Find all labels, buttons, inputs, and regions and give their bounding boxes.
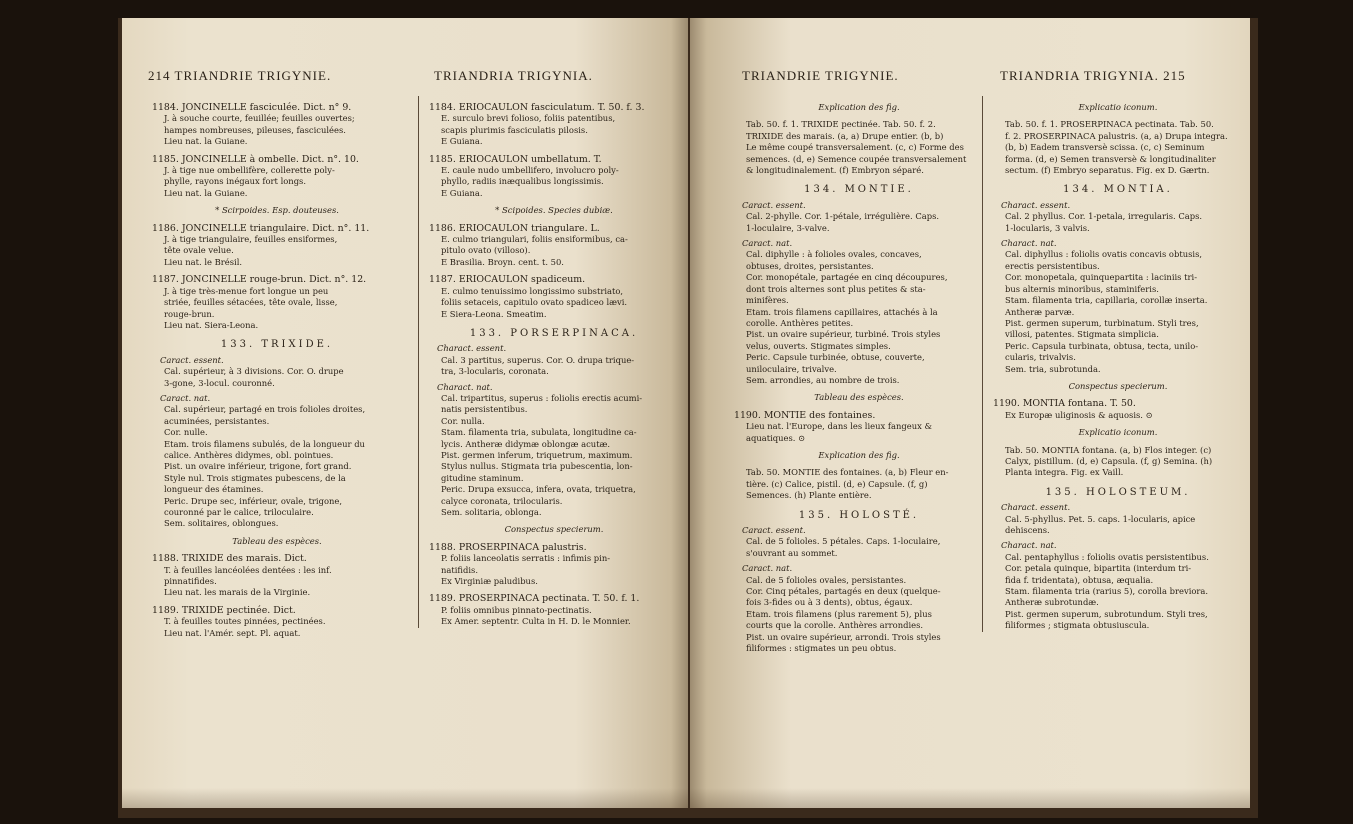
text-line: Cal. 2 phyllus. Cor. 1-petala, irregularis. Caps. [1005,211,1203,222]
text-line: P. foliis lanceolatis serratis : infimis pin- [441,553,611,564]
text-line: Tab. 50. MONTIE des fontaines. (a, b) Fleur en- [746,467,949,478]
text-line: acuminées, persistantes. [164,415,270,426]
text-line: Cal. pentaphyllus : foliolis ovatis persistentibus. [1005,551,1209,562]
text-line: rouge-brun. [164,308,215,319]
section-heading: Explicatio iconum. [1078,102,1158,112]
text-line: fida f. tridentata), obtusa, æqualia. [1005,574,1154,585]
section-heading: Conspectus specierum. [1068,380,1168,391]
entry-heading: 1187. ERIOCAULON spadiceum. [429,274,586,286]
text-line: Peric. Drupe sec, inférieur, ovale, trigone, [164,495,343,506]
entry-heading: 1186. ERIOCAULON triangulare. L. [429,222,600,234]
text-line: Style nul. Trois stigmates pubescens, de la [164,472,346,483]
entry-heading: 1185. ERIOCAULON umbellatum. T. [429,153,602,165]
text-line: E. culmo triangulari, foliis ensiformibus, ca- [441,234,628,245]
text-line: Tab. 50. f. 1. TRIXIDE pectinée. Tab. 50. f. 2. [746,119,936,130]
text-line: E Brasilia. Broyn. cent. t. 50. [441,256,564,267]
text-line: Sem. solitaria, oblonga. [441,507,542,517]
right-col-latin [982,96,1243,632]
text-line: Sem. tria, subrotunda. [1005,363,1101,374]
text-line: J. à tige très-menue fort longue un peu [164,285,329,296]
genus-heading: 134. MONTIE. [804,184,914,196]
entry-heading: 1185. JONCINELLE à ombelle. Dict. n°. 10. [152,153,359,165]
text-line: Pist. un ovaire supérieur, arrondi. Trois styles [746,631,941,642]
text-line: tière. (c) Calice, pistil. (d, e) Capsule. (f, g) [746,478,928,489]
text-line: filiformes ; stigmata obtusiuscula. [1005,620,1150,631]
text-line: Tab. 50. MONTIA fontana. (a, b) Flos integer. (c) [1005,444,1212,455]
entry-heading: 1184. ERIOCAULON fasciculatum. T. 50. f. 3. [429,102,645,113]
subsection-heading: Charact. essent. [1001,502,1071,513]
text-line: Cal. tripartitus, superus : foliolis erectis acumi- [441,392,643,403]
text-line: natis persistentibus. [441,404,528,415]
text-line: courts que la corolle. Anthères arrondies. [746,620,924,631]
genus-heading: 135. HOLOSTÉ. [798,509,920,521]
text-line: Stam. filamenta tria (rarius 5), corolla breviora. [1005,586,1209,597]
section-heading: Tableau des espèces. [814,392,904,403]
text-line: dont trois alternes sont plus petites & sta- [746,283,926,294]
text-line: Pist. germen superum, turbinatum. Styli tres, [1005,317,1199,328]
text-line: T. à feuilles lancéolées dentées : les inf. [164,564,332,575]
text-line: dehiscens. [1005,525,1050,535]
text-line: 1-locularis, 3 valvis. [1005,222,1090,233]
text-line: Lieu nat. Siera-Leona. [164,319,259,330]
text-line: Lieu nat. les marais de la Virginie. [164,587,311,598]
text-line: Stam. filamenta tria, subulata, longitudine ca- [441,427,637,438]
entry-heading: 1188. TRIXIDE des marais. Dict. [152,553,307,565]
text-line: Lieu nat. l'Amér. sept. Pl. aquat. [164,627,301,638]
text-line: pinnatifides. [164,576,217,587]
text-line: E Guiana. [441,136,483,147]
text-line: T. à feuilles toutes pinnées, pectinées. [164,616,326,627]
text-line: Stylus nullus. Stigmata tria pubescentia, lon- [441,461,633,472]
text-line: Ex Amer. septentr. Culta in H. D. le Monnier. [441,616,631,627]
text-line: Pist. germen inferum, triquetrum, maximum. [441,449,633,460]
text-line: bus alternis minoribus, staminiferis. [1005,283,1159,294]
text-line: J. à tige triangulaire, feuilles ensiformes, [164,234,338,245]
text-line: longueur des étamines. [164,484,264,495]
subsection-heading: Charact. essent. [437,343,507,354]
text-line: Pist. un ovaire inférieur, trigone, fort grand. [164,461,352,472]
text-line: forma. (d, e) Semen transversè & longitudinaliter [1005,153,1216,164]
text-line: Cal. supérieur, partagé en trois folioles droites, [164,404,366,415]
text-line: E. caule nudo umbellifero, involucro poly- [441,165,619,176]
text-line: calice. Anthères didymes, obl. pointues. [164,449,334,460]
text-line: & longitudinalement. (f) Embryon séparé. [746,165,924,176]
text-line: Cor. monopétale, partagée en cinq découpures, [746,272,948,283]
text-line: Planta integra. Fig. ex Vaill. [1005,467,1124,478]
subsection-heading: Caract. nat. [160,392,211,403]
text-line: Lieu nat. l'Europe, dans les lieux fangeux & [746,421,932,432]
text-line: Stam. filamenta tria, capillaria, corollæ inserta. [1005,295,1208,306]
entry-heading: 1190. MONTIE des fontaines. [734,409,876,421]
text-line: velus, ouverts. Stigmates simples. [746,340,891,351]
text-line: f. 2. PROSERPINACA palustris. (a, a) Drupa integra. [1005,130,1228,141]
text-line: Etam. trois filamens subulés, de la longueur du [164,438,365,449]
text-line: Sem. arrondies, au nombre de trois. [746,374,900,385]
text-line: erectis persistentibus. [1005,260,1100,271]
text-line: Peric. Capsula turbinata, obtusa, tecta, unilo- [1005,340,1199,351]
text-line: Etam. trois filamens (plus rarement 5), plus [746,608,932,619]
genus-heading: 133. PORSERPINACA. [469,327,639,339]
text-line: hampes nombreuses, pileuses, fasciculées. [164,124,346,135]
subsection-heading: Charact. nat. [1001,238,1057,249]
right-col-french [734,96,984,654]
text-line: Cal. 2-phylle. Cor. 1-pétale, irrégulière. Caps. [746,211,940,222]
text-line: Cal. supérieur, à 3 divisions. Cor. O. drupe [164,366,344,377]
right-page-head-la: TRIANDRIA TRIGYNIA. 215 [1000,68,1186,83]
text-line: tête ovale velue. [164,245,234,256]
text-line: TRIXIDE des marais. (a, a) Drupe entier. (b, b) [746,130,944,141]
text-line: Lieu nat. la Guiane. [164,136,248,147]
text-line: Lieu nat. le Brésil. [164,256,243,267]
text-line: Cal. 3 partitus, superus. Cor. O. drupa trique- [441,354,635,365]
section-heading: * Scipoides. Species dubiæ. [495,205,613,216]
text-line: striée, feuilles sétacées, tête ovale, lisse, [164,297,338,308]
subsection-heading: Charact. essent. [1001,199,1071,210]
text-line: phyllo, radiis inæqualibus longissimis. [441,176,604,187]
text-line: Calyx, pistillum. (d, e) Capsula. (f, g) Semina. (h) [1005,455,1213,466]
left-page [122,18,688,808]
entry-heading: 1184. JONCINELLE fasciculée. Dict. n° 9. [152,102,352,113]
subsection-heading: Charact. nat. [437,381,493,392]
text-line: J. à souche courte, feuillée; feuilles ouvertes; [164,113,355,124]
text-line: Cor. nulla. [441,415,485,426]
text-line: fois 3-fides ou à 3 dents), obtus, égaux. [746,597,913,608]
genus-heading: 133. TRIXIDE. [220,339,334,351]
text-line: Cor. Cinq pétales, partagés en deux (quelque- [746,586,941,597]
left-page-number: 214 [148,68,171,83]
text-line: phylle, rayons inégaux fort longs. [164,176,307,187]
text-line: filiformes : stigmates un peu obtus. [746,643,897,654]
text-line: Etam. trois filamens capillaires, attachés à la [746,306,938,317]
section-heading: * Scirpoides. Esp. douteuses. [215,205,339,216]
text-line: Cal. de 5 folioles ovales, persistantes. [746,574,907,585]
entry-heading: 1189. TRIXIDE pectinée. Dict. [152,604,296,616]
text-line: 3-gone, 3-locul. couronné. [164,377,275,388]
text-line: s'ouvrant au sommet. [746,547,838,558]
subsection-heading: Charact. nat. [1001,540,1057,551]
open-book [118,18,1258,818]
text-line: E. surculo brevi folioso, foliis patentibus, [441,113,616,124]
left-col-latin [418,96,679,628]
text-line: Tab. 50. f. 1. PROSERPINACA pectinata. Tab. 50. [1005,119,1214,130]
left-page-head-fr: 214 TRIANDRIE TRIGYNIE. [148,68,332,83]
text-line: 1-loculaire, 3-valve. [746,222,830,233]
section-heading: Conspectus specierum. [504,524,604,535]
text-line: minifères. [746,295,789,306]
text-line: Le même coupé transversalement. (c, c) Forme des [746,142,964,153]
subsection-heading: Caract. essent. [742,525,806,535]
text-line: natifidis. [441,564,479,575]
text-line: corolle. Anthères petites. [746,317,854,328]
text-line: obtuses, droites, persistantes. [746,260,874,271]
right-page-number: 215 [1163,68,1186,83]
left-page-head-la: TRIANDRIA TRIGYNIA. [434,68,593,83]
entry-heading: 1188. PROSERPINACA palustris. [429,541,587,553]
text-line: cularis, trivalvis. [1005,352,1076,363]
text-line: Ex Virginiæ paludibus. [441,576,538,587]
text-line: pitulo ovato (villoso). [441,245,531,256]
right-page [690,18,1250,808]
text-line: foliis setaceis, capitulo ovato spadiceo lævi. [441,297,628,308]
text-line: uniloculaire, trivalve. [746,363,837,374]
text-line: Peric. Capsule turbinée, obtuse, couverte, [746,352,925,363]
text-line: E Siera-Leona. Smeatim. [441,308,547,319]
entry-heading: 1186. JONCINELLE triangulaire. Dict. n°. 11. [152,222,370,234]
section-heading: Explication des fig. [818,449,900,460]
text-line: sectum. (f) Embryo separatus. Fig. ex D. Gærtn. [1005,165,1210,176]
section-heading: Explicatio iconum. [1078,427,1158,438]
text-line: scapis plurimis fasciculatis pilosis. [441,124,588,135]
genus-heading: 134. MONTIA. [1063,184,1173,196]
subsection-heading: Caract. nat. [742,238,793,249]
text-line: E. culmo tenuissimo longissimo substriato, [441,285,624,296]
text-line: Ex Europæ uliginosis & aquosis. ⊙ [1005,409,1153,420]
text-line: couronné par le calice, triloculaire. [164,507,314,517]
text-line: Pist. un ovaire supérieur, turbiné. Trois styles [746,329,941,340]
text-line: (b, b) Eadem transversè scissa. (c, c) Seminum [1005,142,1205,153]
text-line: lycis. Antheræ didymæ oblongæ acutæ. [441,438,611,449]
section-heading: Explication des fig. [818,102,900,112]
entry-heading: 1189. PROSERPINACA pectinata. T. 50. f. 1. [429,593,640,605]
text-line: E Guiana. [441,187,483,198]
text-line: villosi, patentes. Stigmata simplicia. [1005,329,1159,340]
text-line: Cal. diphyllus : foliolis ovatis concavis obtusis, [1005,249,1203,260]
text-line: Antheræ subrotundæ. [1005,597,1099,608]
genus-heading: 135. HOLOSTEUM. [1045,486,1191,498]
text-line: calyce coronata, trilocularis. [441,495,563,506]
text-line: Peric. Drupa exsucca, infera, ovata, triquetra, [441,484,636,495]
text-line: Antheræ parvæ. [1005,306,1075,317]
subsection-heading: Caract. essent. [160,354,224,365]
text-line: semences. (d, e) Semence coupée transversalement [746,153,967,164]
text-line: Semences. (h) Plante entière. [746,490,872,501]
text-line: Lieu nat. la Guiane. [164,187,248,198]
section-heading: Tableau des espèces. [232,535,322,546]
entry-heading: 1190. MONTIA fontana. T. 50. [993,398,1136,410]
text-line: tra, 3-locularis, coronata. [441,366,549,377]
text-line: Cal. de 5 folioles. 5 pétales. Caps. 1-loculaire, [746,536,941,547]
text-line: gitudine staminum. [441,472,524,483]
text-line: Cal. diphylle : à folioles ovales, concaves, [746,249,922,260]
text-line: Cor. petala quinque, bipartita (interdum tri- [1005,563,1192,574]
text-line: aquatiques. ⊙ [746,432,806,443]
text-line: Cal. 5-phyllus. Pet. 5. caps. 1-locularis, apice [1005,513,1196,524]
subsection-heading: Caract. essent. [742,199,806,210]
text-line: Sem. solitaires, oblongues. [164,518,279,529]
text-line: P. foliis omnibus pinnato-pectinatis. [441,604,592,615]
right-page-head-fr: TRIANDRIE TRIGYNIE. [742,68,899,83]
text-line: Cor. monopetala, quinquepartita : laciniis tri- [1005,272,1198,283]
entry-heading: 1187. JONCINELLE rouge-brun. Dict. n°. 12. [152,274,367,286]
left-col-french [152,96,402,639]
text-line: J. à tige nue ombellifère, collerette poly- [164,165,335,176]
text-line: Pist. germen superum, subrotundum. Styli tres, [1005,608,1208,619]
subsection-heading: Caract. nat. [742,563,793,574]
text-line: Cor. nulle. [164,427,208,438]
